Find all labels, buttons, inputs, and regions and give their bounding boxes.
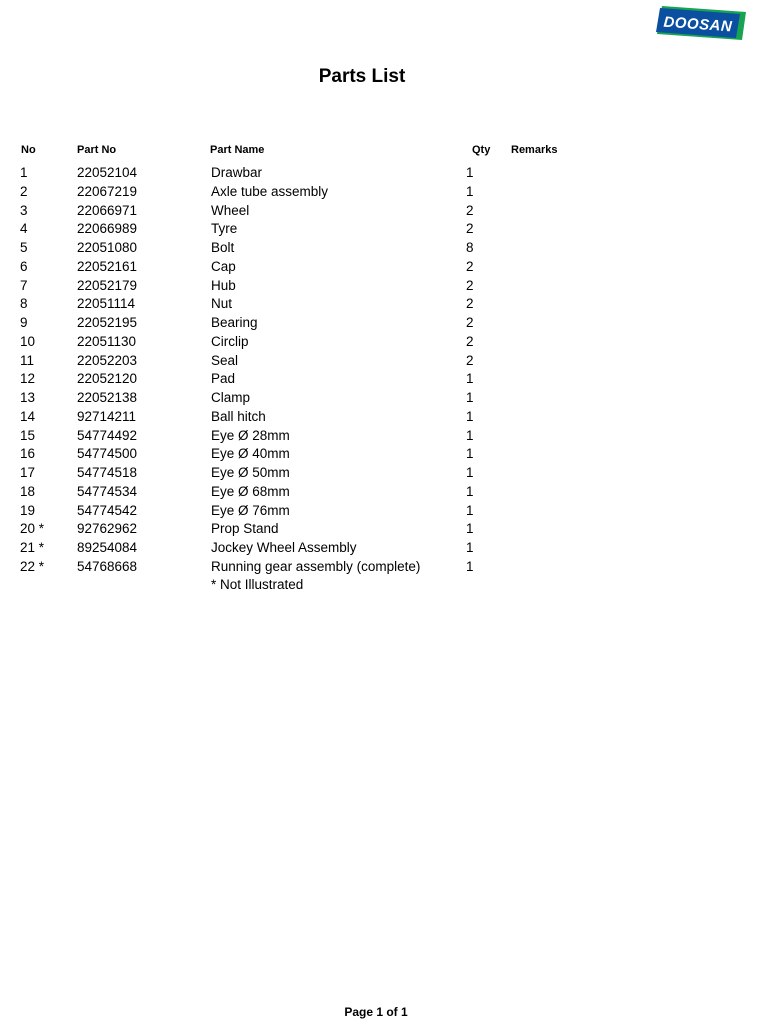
table-row bbox=[0, 277, 768, 296]
row-part-no: 22052104 bbox=[77, 165, 138, 180]
header-no: No bbox=[21, 144, 36, 156]
table-row bbox=[0, 314, 768, 333]
row-qty: 2 bbox=[466, 296, 474, 312]
row-part-no: 54774500 bbox=[77, 446, 138, 462]
row-part-name: Cap bbox=[211, 258, 236, 274]
row-no: 17 bbox=[20, 465, 36, 480]
row-part-no: 22051130 bbox=[77, 333, 137, 349]
row-part-no: 22052120 bbox=[77, 371, 138, 387]
row-part-name: Ball hitch bbox=[211, 408, 266, 424]
doosan-logo bbox=[656, 2, 748, 44]
row-part-no: 22066989 bbox=[77, 221, 138, 237]
row-no: 11 bbox=[20, 352, 35, 368]
row-part-no: 22052203 bbox=[77, 352, 138, 368]
page-number: Page 1 of 1 bbox=[344, 1005, 408, 1019]
row-part-name: Prop Stand bbox=[211, 521, 279, 537]
row-no: 13 bbox=[20, 390, 36, 405]
row-part-no: 22052179 bbox=[77, 277, 138, 293]
row-qty: 1 bbox=[466, 446, 474, 462]
row-no: 1 bbox=[20, 165, 28, 180]
row-no: 12 bbox=[20, 371, 36, 387]
row-no: 19 bbox=[20, 502, 36, 518]
row-part-name: Eye Ø 50mm bbox=[211, 465, 290, 480]
row-part-name: Bolt bbox=[211, 240, 235, 255]
table-row bbox=[0, 352, 768, 371]
row-part-no: 22067219 bbox=[77, 183, 138, 199]
row-qty: 2 bbox=[466, 352, 474, 368]
row-qty: 2 bbox=[466, 277, 474, 293]
row-qty: 1 bbox=[466, 165, 474, 180]
row-part-name: Pad bbox=[211, 371, 236, 387]
table-row bbox=[0, 202, 768, 221]
table-row bbox=[0, 295, 768, 314]
row-qty: 1 bbox=[466, 371, 474, 387]
row-part-no: 89254084 bbox=[77, 540, 138, 555]
row-qty: 1 bbox=[466, 390, 474, 405]
row-qty: 2 bbox=[466, 221, 474, 237]
table-row bbox=[0, 370, 768, 389]
table-row bbox=[0, 220, 768, 239]
table-row bbox=[0, 539, 768, 558]
row-part-no: 92762962 bbox=[77, 521, 138, 537]
row-part-name: Tyre bbox=[211, 221, 238, 237]
table-row bbox=[0, 389, 768, 408]
row-part-name: Nut bbox=[211, 296, 233, 312]
row-part-name: Eye Ø 40mm bbox=[211, 446, 290, 462]
row-no: 8 bbox=[20, 296, 28, 312]
row-no: 2 bbox=[20, 183, 28, 199]
row-qty: 2 bbox=[466, 333, 474, 349]
table-row bbox=[0, 520, 768, 539]
header-part-name: Part Name bbox=[210, 144, 265, 156]
row-part-no: 92714211 bbox=[77, 408, 137, 424]
row-qty: 2 bbox=[466, 202, 474, 218]
row-no: 3 bbox=[20, 202, 28, 218]
table-row bbox=[0, 239, 768, 258]
table-row bbox=[0, 258, 768, 277]
row-part-no: 54768668 bbox=[77, 558, 138, 574]
row-no: 10 bbox=[20, 333, 36, 349]
row-qty: 1 bbox=[466, 427, 474, 443]
row-no: 18 bbox=[20, 483, 36, 499]
table-row bbox=[0, 445, 768, 464]
row-part-name: Hub bbox=[211, 277, 236, 293]
row-qty: 1 bbox=[466, 465, 474, 480]
row-part-no: 22052161 bbox=[77, 258, 138, 274]
table-row bbox=[0, 427, 768, 446]
row-part-no: 54774492 bbox=[77, 427, 138, 443]
table-row bbox=[0, 164, 768, 183]
table-row bbox=[0, 558, 768, 577]
row-part-name: Drawbar bbox=[211, 165, 263, 180]
row-part-no: 54774542 bbox=[77, 502, 138, 518]
row-no: 14 bbox=[20, 408, 36, 424]
row-qty: 1 bbox=[466, 521, 474, 537]
table-row bbox=[0, 502, 768, 521]
row-part-name: Wheel bbox=[211, 202, 250, 218]
row-part-name: Running gear assembly (complete) bbox=[211, 558, 421, 574]
row-no: 20 * bbox=[20, 521, 45, 537]
row-part-name: Eye Ø 68mm bbox=[211, 483, 290, 499]
row-part-name: Bearing bbox=[211, 315, 258, 330]
logo-text: DOOSAN bbox=[662, 13, 733, 36]
row-part-name: Eye Ø 76mm bbox=[211, 502, 290, 518]
row-no: 15 bbox=[20, 427, 36, 443]
row-part-name: Eye Ø 28mm bbox=[211, 427, 290, 443]
row-part-name: Seal bbox=[211, 352, 239, 368]
row-part-no: 22051114 bbox=[77, 296, 136, 312]
row-part-name: Circlip bbox=[211, 333, 249, 349]
footnote: * Not Illustrated bbox=[211, 577, 304, 592]
table-row bbox=[0, 408, 768, 427]
row-no: 9 bbox=[20, 315, 28, 330]
row-part-name: Clamp bbox=[211, 390, 251, 405]
row-qty: 1 bbox=[466, 540, 474, 555]
row-part-no: 22052195 bbox=[77, 315, 138, 330]
row-no: 5 bbox=[20, 240, 28, 255]
row-part-name: Axle tube assembly bbox=[211, 183, 329, 199]
row-no: 22 * bbox=[20, 558, 45, 574]
table-row bbox=[0, 333, 768, 352]
row-part-name: Jockey Wheel Assembly bbox=[211, 540, 357, 555]
row-no: 16 bbox=[20, 446, 36, 462]
row-no: 21 * bbox=[20, 540, 45, 555]
row-qty: 2 bbox=[466, 315, 474, 330]
page-title: Parts List bbox=[318, 66, 406, 87]
header-qty: Qty bbox=[472, 144, 491, 156]
row-no: 7 bbox=[20, 277, 28, 293]
row-qty: 8 bbox=[466, 240, 474, 255]
row-no: 4 bbox=[20, 221, 28, 237]
row-qty: 1 bbox=[466, 408, 474, 424]
row-part-no: 22051080 bbox=[77, 240, 138, 255]
row-part-no: 54774534 bbox=[77, 483, 138, 499]
header-remarks: Remarks bbox=[511, 144, 558, 156]
table-row bbox=[0, 464, 768, 483]
parts-table-body bbox=[0, 164, 768, 577]
table-header bbox=[0, 144, 768, 160]
row-part-no: 54774518 bbox=[77, 465, 138, 480]
row-part-no: 22052138 bbox=[77, 390, 138, 405]
header-part-no: Part No bbox=[77, 144, 117, 156]
row-qty: 2 bbox=[466, 258, 474, 274]
row-qty: 1 bbox=[466, 558, 474, 574]
table-row bbox=[0, 183, 768, 202]
row-no: 6 bbox=[20, 258, 28, 274]
table-row bbox=[0, 483, 768, 502]
row-qty: 1 bbox=[466, 483, 474, 499]
row-qty: 1 bbox=[466, 183, 474, 199]
row-qty: 1 bbox=[466, 502, 474, 518]
doosan-logo-icon bbox=[656, 2, 748, 44]
row-part-no: 22066971 bbox=[77, 202, 138, 218]
